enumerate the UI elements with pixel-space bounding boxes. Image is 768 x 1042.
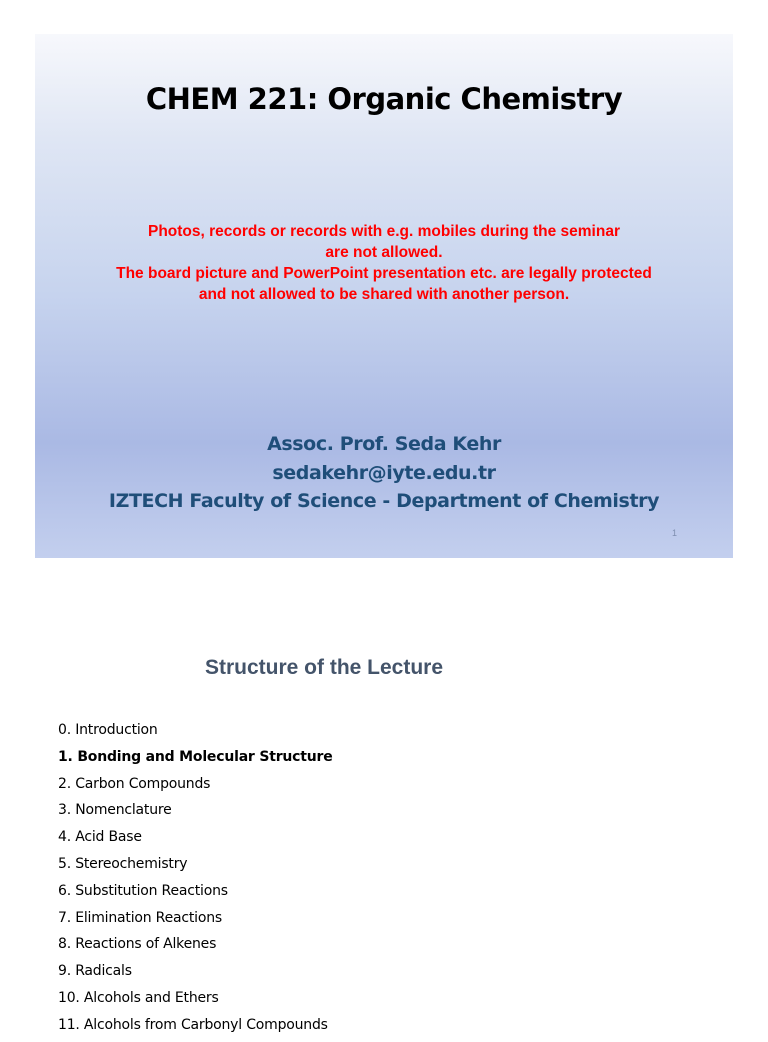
outline-heading: Structure of the Lecture	[205, 656, 444, 679]
outline-list	[58, 720, 333, 1042]
author-block	[35, 430, 733, 516]
slide-title: CHEM 221: Organic Chemistry	[145, 82, 623, 116]
author-name: Assoc. Prof. Seda Kehr	[267, 433, 501, 455]
author-affiliation: IZTECH Faculty of Science - Department of Chemistry	[108, 490, 660, 512]
list-item: 1. Bonding and Molecular Structure	[58, 748, 333, 765]
author-email: sedakehr@iyte.edu.tr	[272, 461, 496, 484]
notice-line: and not allowed to be shared with another person.	[198, 286, 570, 303]
list-item: 3. Nomenclature	[58, 802, 172, 819]
slide-number: 1	[671, 528, 677, 538]
notice-line: The board picture and PowerPoint presentation etc. are legally protected	[116, 265, 652, 282]
list-item: 9. Radicals	[58, 963, 132, 980]
list-item: 6. Substitution Reactions	[58, 882, 228, 899]
list-item: 10. Alcohols and Ethers	[58, 989, 219, 1006]
notice-line: Photos, records or records with e.g. mobiles during the seminar	[148, 223, 620, 240]
list-item: 11. Alcohols from Carbonyl Compounds	[58, 1016, 328, 1033]
list-item: 5. Stereochemistry	[58, 855, 188, 872]
copyright-notice	[35, 221, 733, 305]
title-slide	[35, 34, 733, 558]
list-item: 8. Reactions of Alkenes	[58, 936, 217, 953]
list-item: 2. Carbon Compounds	[58, 775, 211, 792]
list-item: 0. Introduction	[58, 722, 158, 738]
list-item: 7. Elimination Reactions	[58, 909, 222, 926]
notice-line: are not allowed.	[325, 244, 443, 261]
list-item: 4. Acid Base	[58, 829, 142, 846]
